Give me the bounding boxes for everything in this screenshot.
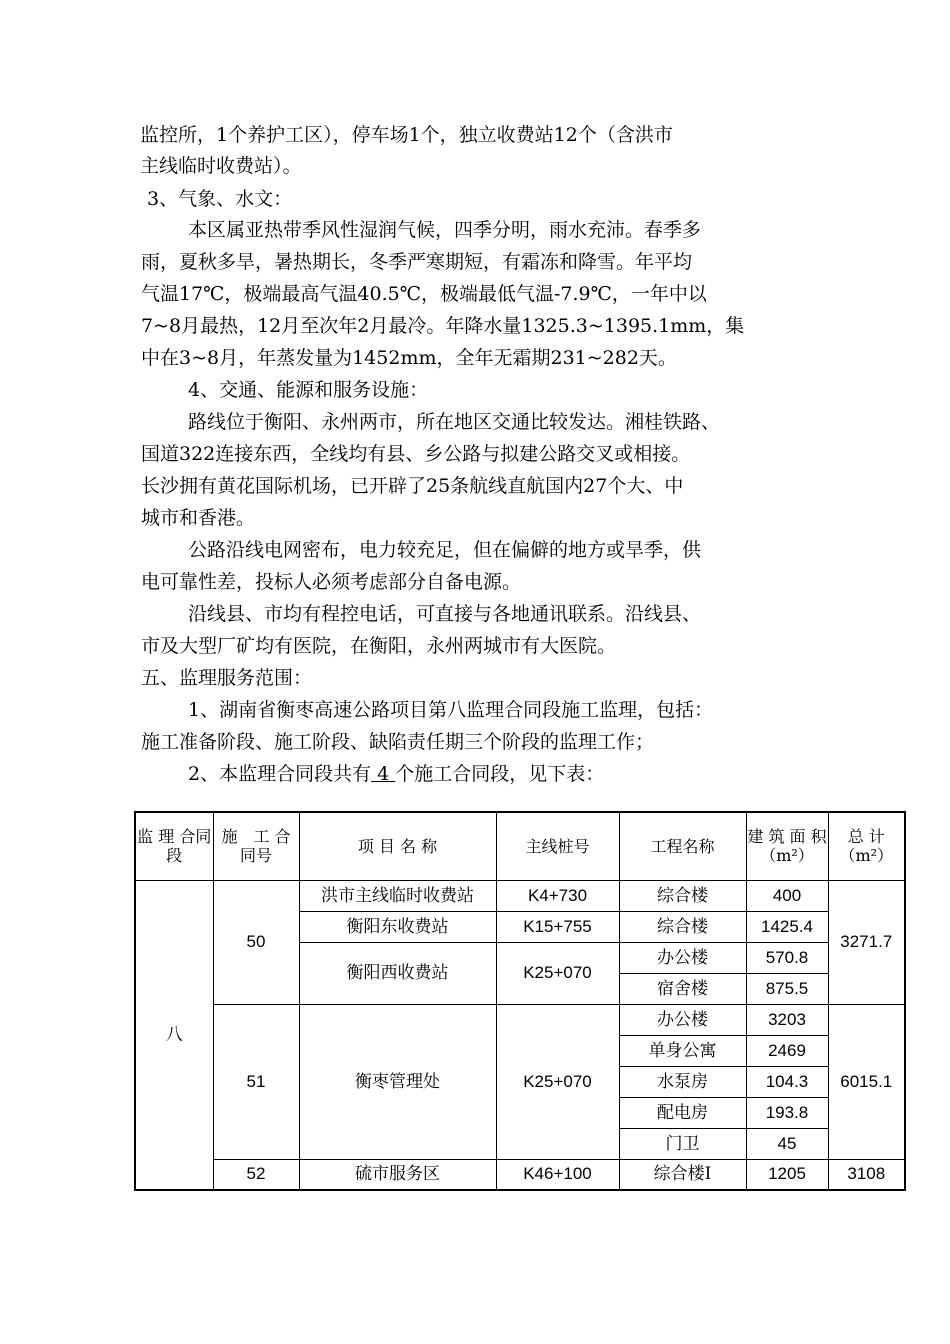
contract-cell: 52: [213, 1159, 299, 1190]
contract-count: 4: [371, 763, 396, 785]
total-cell: 6015.1: [828, 1004, 905, 1159]
project-cell: 硫市服务区: [299, 1159, 496, 1190]
paragraph-line: 路线位于衡阳、永州两市，所在地区交通比较发达。湘桂铁路、: [188, 411, 721, 433]
table-header-row: [135, 812, 905, 880]
last-line-suffix: 个施工合同段，见下表：: [395, 763, 605, 785]
last-line-prefix: 2、本监理合同段共有: [188, 763, 372, 785]
station-cell: K46+100: [496, 1159, 619, 1190]
header-total: 总 计 （m²）: [828, 812, 905, 880]
area-cell: 400: [746, 880, 828, 911]
paragraph-line: 中在3~8月，年蒸发量为1452mm，全年无霜期231~282天。: [141, 347, 677, 369]
work-cell: 宿舍楼: [619, 973, 746, 1004]
table-row: [135, 1159, 905, 1190]
work-cell: 水泵房: [619, 1066, 746, 1097]
work-cell: 综合楼Ⅰ: [619, 1159, 746, 1190]
paragraph-line: 雨，夏秋多旱，暑热期长，冬季严寒期短，有霜冻和降雪。年平均: [141, 251, 693, 273]
paragraph-line: 国道322连接东西，全线均有县、乡公路与拟建公路交叉或相接。: [141, 443, 691, 465]
paragraph-line: 本区属亚热带季风性湿润气候，四季分明，雨水充沛。春季多: [188, 219, 702, 241]
contract-cell: 50: [213, 880, 299, 1004]
paragraph-line: 主线临时收费站）。: [140, 155, 302, 177]
station-cell: K4+730: [496, 880, 619, 911]
project-cell: 衡阳东收费站: [299, 911, 496, 942]
station-cell: K25+070: [496, 942, 619, 1004]
work-cell: 门卫: [619, 1128, 746, 1159]
area-cell: 104.3: [746, 1066, 828, 1097]
work-cell: 综合楼: [619, 911, 746, 942]
paragraph-line: [188, 763, 604, 785]
header-project: 项 目 名 称: [299, 812, 496, 880]
area-cell: 570.8: [746, 942, 828, 973]
contract-table: [134, 811, 906, 1191]
paragraph-line: 沿线县、市均有程控电话，可直接与各地通讯联系。沿线县、: [188, 603, 702, 625]
header-segment: 监 理 合同段: [135, 812, 213, 880]
paragraph-line: 长沙拥有黄花国际机场，已开辟了25条航线直航国内27个大、中: [141, 475, 684, 497]
paragraph-line: 气温17℃，极端最高气温40.5℃，极端最低气温-7.9℃，一年中以: [141, 283, 707, 305]
paragraph-line: 7~8月最热，12月至次年2月最冷。年降水量1325.3~1395.1mm，集: [141, 315, 745, 337]
area-cell: 1205: [746, 1159, 828, 1190]
section-heading: 3、气象、水文：: [141, 188, 293, 210]
work-cell: 单身公寓: [619, 1035, 746, 1066]
header-station: 主线桩号: [496, 812, 619, 880]
total-cell: 3271.7: [828, 880, 905, 1004]
area-cell: 1425.4: [746, 911, 828, 942]
paragraph-line: 电可靠性差，投标人必须考虑部分自备电源。: [141, 571, 522, 593]
segment-cell: 八: [135, 880, 213, 1190]
work-cell: 办公楼: [619, 942, 746, 973]
section-heading: 五、监理服务范围：: [141, 667, 313, 689]
work-cell: 办公楼: [619, 1004, 746, 1035]
header-contract: 施 工 合同号: [213, 812, 299, 880]
header-work: 工程名称: [619, 812, 746, 880]
paragraph-line: 公路沿线电网密布，电力较充足，但在偏僻的地方或旱季，供: [188, 539, 702, 561]
paragraph-line: 城市和香港。: [141, 507, 256, 529]
paragraph-line: 施工准备阶段、施工阶段、缺陷责任期三个阶段的监理工作；: [141, 731, 655, 753]
paragraph-line: 市及大型厂矿均有医院，在衡阳，永州两城市有大医院。: [141, 635, 617, 657]
contract-cell: 51: [213, 1004, 299, 1159]
area-cell: 3203: [746, 1004, 828, 1035]
header-area: 建 筑 面 积 （m²）: [746, 812, 828, 880]
paragraph-line: 1、湖南省衡枣高速公路项目第八监理合同段施工监理，包括：: [188, 699, 714, 721]
paragraph-line: 监控所，1个养护工区），停车场1个，独立收费站12个（含洪市: [140, 124, 673, 146]
area-cell: 45: [746, 1128, 828, 1159]
station-cell: K25+070: [496, 1004, 619, 1159]
area-cell: 2469: [746, 1035, 828, 1066]
station-cell: K15+755: [496, 911, 619, 942]
area-cell: 193.8: [746, 1097, 828, 1128]
work-cell: 配电房: [619, 1097, 746, 1128]
project-cell: 衡枣管理处: [299, 1004, 496, 1159]
project-cell: 洪市主线临时收费站: [299, 880, 496, 911]
area-cell: 875.5: [746, 973, 828, 1004]
table-row: [135, 880, 905, 911]
table-row: [135, 1004, 905, 1035]
project-cell: 衡阳西收费站: [299, 942, 496, 1004]
total-cell: 3108: [828, 1159, 905, 1190]
section-heading: 4、交通、能源和服务设施：: [188, 379, 429, 401]
work-cell: 综合楼: [619, 880, 746, 911]
